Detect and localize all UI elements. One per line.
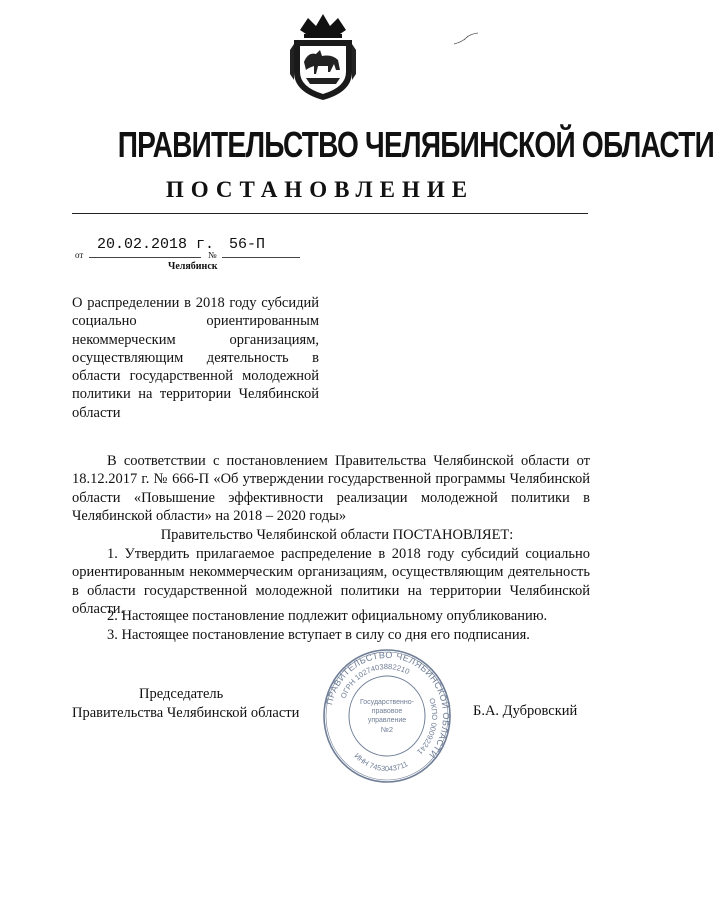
header-divider (72, 213, 588, 214)
seal-inner-line-3: управление (367, 717, 407, 724)
item-3: 3. Настоящее постановление вступает в силу со дня его подписания. (107, 627, 530, 643)
item-2: 2. Настоящее постановление подлежит официальному опубликованию. (107, 608, 548, 624)
position-line-1: Председатель (139, 686, 224, 702)
seal-inner-line-1: Государственно- (359, 699, 415, 706)
government-title: ПРАВИТЕЛЬСТВО ЧЕЛЯБИНСКОЙ ОБЛАСТИ (117, 124, 714, 165)
svg-text:ИНН 7453043711 (353, 751, 410, 773)
seal-inn: ИНН 7453043711 (352, 751, 410, 774)
position-line-2: Правительства Челябинской области (72, 704, 300, 721)
document-type-title: ПОСТАНОВЛЕНИЕ (165, 177, 475, 202)
resolves-paragraph: Правительство Челябинской области ПОСТАНОВЛЯЕТ: (160, 527, 514, 543)
seal-ogrn: ОГРН 1027403882210 (338, 661, 412, 700)
signatory-name: Б.А. Дубровский (473, 703, 578, 719)
number-underline (222, 257, 300, 258)
preamble-paragraph: В соответствии с постановлением Правительства Челябинской области от 18.12.2017 г. № 666-П «Об утверждении государственной программы Челябинской области «Повышение эффективности реализации молодежной политики в Челябинской области» на 2018 – 2020 годы» (72, 453, 590, 524)
city-label: Челябинск (168, 261, 218, 272)
document-number: 56-П (229, 236, 266, 253)
item-1: 1. Утвердить прилагаемое распределение в 2018 году субсидий социально ориентированным некоммерческим организациям, осуществляющим деятельность в области государственной молодежной политики на территории Челябинской области. (72, 546, 590, 617)
seal-outer-text: ПРАВИТЕЛЬСТВО ЧЕЛЯБИНСКОЙ ОБЛАСТИ (324, 649, 452, 761)
margin-mark (452, 30, 482, 48)
signatory-position (72, 685, 322, 722)
official-seal (322, 648, 452, 784)
seal-inner-line-4: №2 (380, 725, 394, 734)
number-label: № (208, 250, 217, 260)
date-underline (89, 257, 201, 258)
seal-okpo: ОКПО 00092241 (415, 697, 440, 757)
coat-of-arms-icon (290, 10, 356, 102)
from-label: от (75, 250, 84, 260)
seal-inner-line-2: правовое (371, 708, 403, 715)
document-subject: О распределении в 2018 году субсидий социально ориентированным некоммерческим организациям, осуществляющим деятельность в области государственной молодежной политики на территории Челябинской области (72, 295, 319, 421)
document-date: 20.02.2018 г. (97, 236, 215, 253)
